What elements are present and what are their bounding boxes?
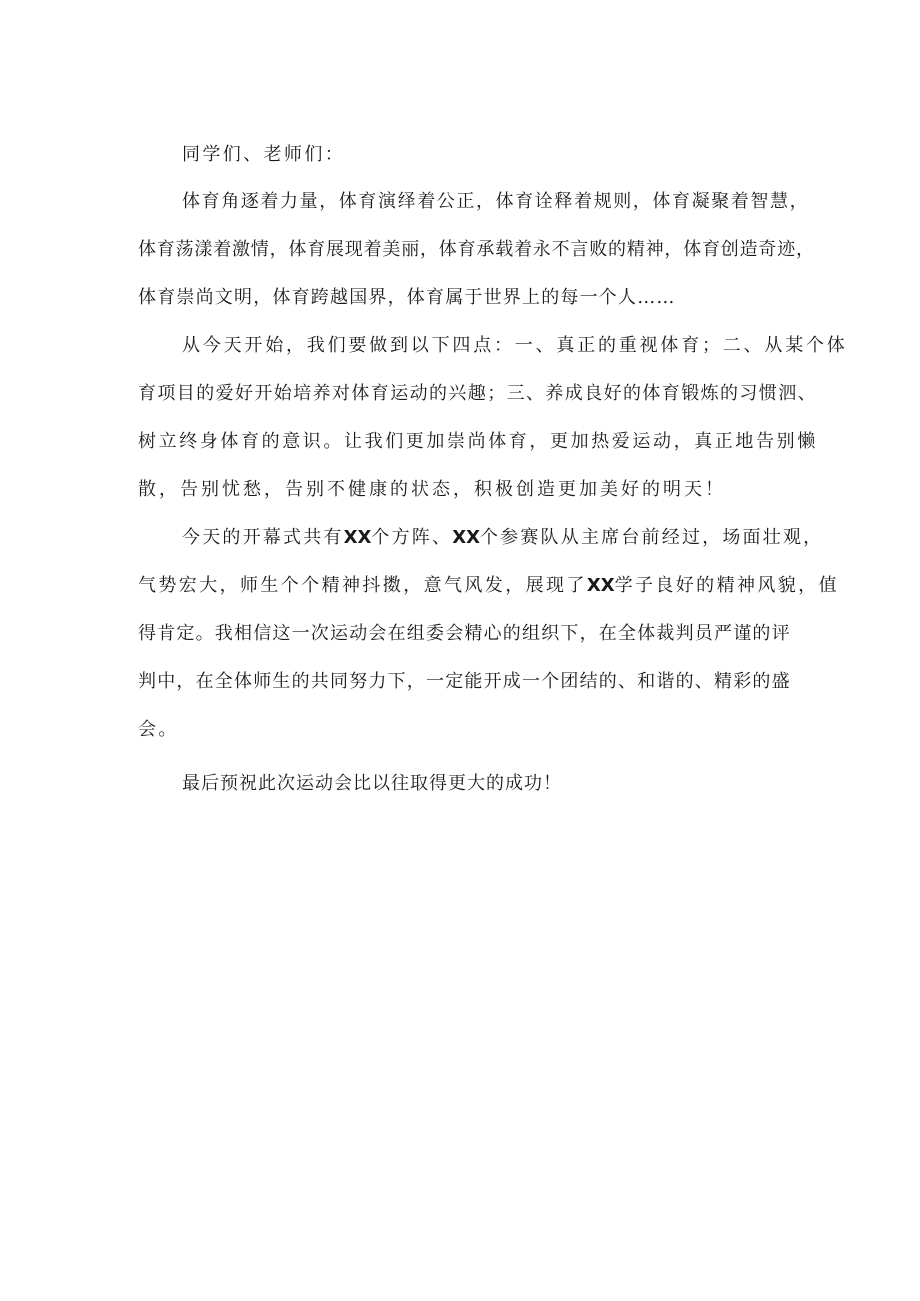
paragraph-1-line-2: 体育荡漾着激情，体育展现着美丽，体育承载着永不言败的精神，体育创造奇迹， xyxy=(138,239,815,260)
paragraph-2-line-4: 散，告别忧愁，告别不健康的状态，积极创造更加美好的明天！ xyxy=(138,479,726,500)
text-span: 今天的开幕式共有 xyxy=(182,527,344,548)
text-span: 气势宏大，师生个个精神抖擞，意气风发，展现了 xyxy=(138,575,587,596)
paragraph-2-line-3: 树立终身体育的意识。让我们更加崇尚体育，更加热爱运动，真正地告别懒 xyxy=(138,431,818,452)
paragraph-2-line-1: 从今天开始，我们要做到以下四点：一、真正的重视体育；二、从某个体 xyxy=(182,335,848,356)
paragraph-3-line-2 xyxy=(138,574,839,598)
paragraph-1-line-3: 体育崇尚文明，体育跨越国界，体育属于世界上的每一个人…… xyxy=(138,287,676,308)
text-span: 个方阵、 xyxy=(371,527,453,548)
closing-line: 最后预祝此次运动会比以往取得更大的成功！ xyxy=(182,773,562,794)
placeholder-mark: XX xyxy=(452,527,480,548)
paragraph-3-line-4: 判中，在全体师生的共同努力下，一定能开成一个团结的、和谐的、精彩的盛 xyxy=(138,671,791,692)
salutation: 同学们、老师们： xyxy=(182,144,346,165)
text-span: 个参赛队从主席台前经过，场面壮观， xyxy=(479,527,824,548)
paragraph-3-line-3: 得肯定。我相信这一次运动会在组委会精心的组织下，在全体裁判员严谨的评 xyxy=(138,623,791,644)
paragraph-2-line-2: 育项目的爱好开始培养对体育运动的兴趣；三、养成良好的体育锻炼的习惯泗、 xyxy=(138,383,817,404)
paragraph-3-line-5: 会。 xyxy=(138,719,179,740)
placeholder-mark: XX xyxy=(343,527,372,548)
paragraph-1-line-1: 体育角逐着力量，体育演绎着公正，体育诠释着规则，体育凝聚着智慧， xyxy=(182,191,810,212)
text-span: 学子良好的精神风貌，值 xyxy=(614,575,839,596)
paragraph-3-line-1 xyxy=(182,526,823,550)
placeholder-mark: XX xyxy=(586,575,615,596)
